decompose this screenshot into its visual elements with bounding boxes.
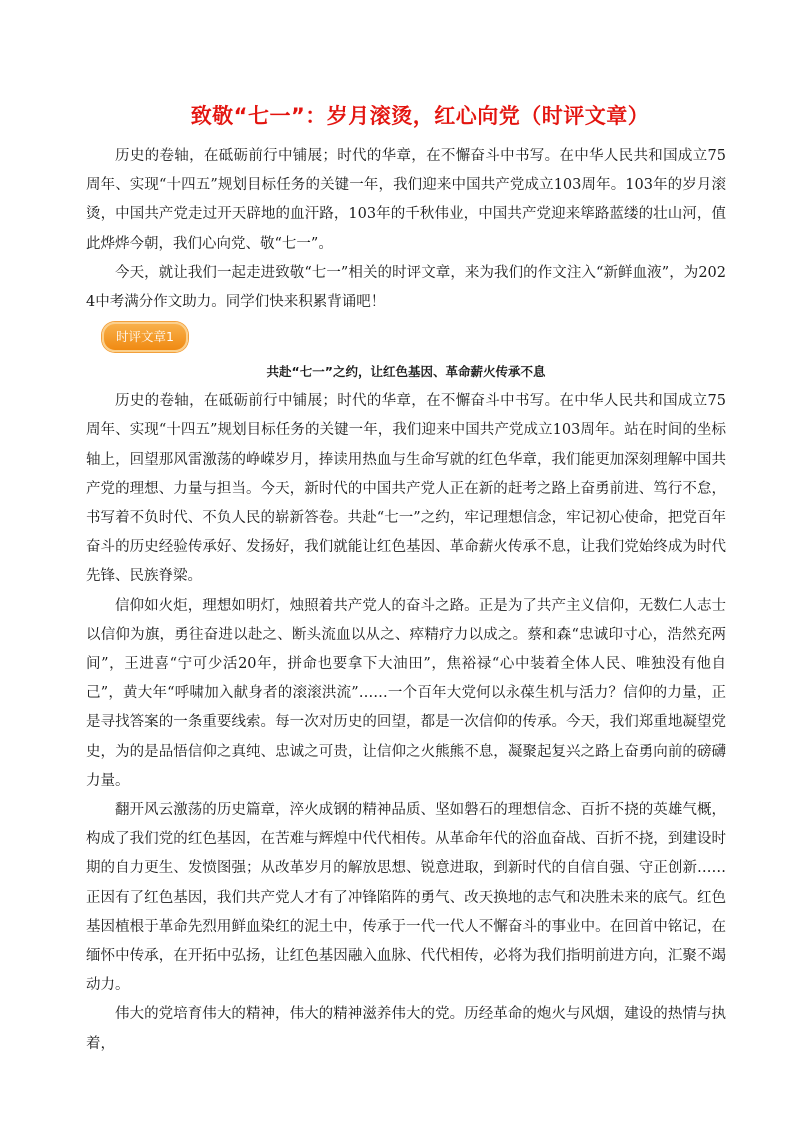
document-body	[86, 142, 726, 1059]
article-paragraph: 伟大的党培育伟大的精神，伟大的精神滋养伟大的党。历经革命的炮火与风烟，建设的热情与执着，	[86, 1006, 726, 1052]
intro-paragraph: 历史的卷轴，在砥砺前行中铺展；时代的华章，在不懈奋斗中书写。在中华人民共和国成立75周年、实现“十四五”规划目标任务的关键一年，我们迎来中国共产党成立103周年。103年的岁月滚烫，中国共产党走过开天辟地的血汗路，103年的千秋伟业，中国共产党迎来筚路蓝缕的壮山河，值此烨烨今朝，我们心向党、敬“七一”。	[86, 148, 726, 252]
article-paragraph: 翻开风云激荡的历史篇章，淬火成钢的精神品质、坚如磐石的理想信念、百折不挠的英雄气概，构成了我们党的红色基因，在苦难与辉煌中代代相传。从革命年代的浴血奋战、百折不挠，到建设时期的自力更生、发愤图强；从改革岁月的解放思想、锐意进取，到新时代的自信自强、守正创新……正因有了红色基因，我们共产党人才有了冲锋陷阵的勇气、改天换地的志气和决胜未来的底气。红色基因植根于革命先烈用鲜血染红的泥土中，传承于一代一代人不懈奋斗的事业中。在回首中铭记，在缅怀中传承，在开拓中弘扬，让红色基因融入血脉、代代相传，必将为我们指明前进方向，汇聚不竭动力。	[86, 802, 726, 994]
article-title: 共赴“七一”之约，让红色基因、革命薪火传承不息	[266, 364, 546, 380]
article-paragraph: 历史的卷轴，在砥砺前行中铺展；时代的华章，在不懈奋斗中书写。在中华人民共和国成立75周年、实现“十四五”规划目标任务的关键一年，我们迎来中国共产党成立103周年。站在时间的坐标轴上，回望那风雷激荡的峥嵘岁月，捧读用热血与生命写就的红色华章，我们能更加深刻理解中国共产党的理想、力量与担当。今天，新时代的中国共产党人正在新的赶考之路上奋勇前进、笃行不怠，书写着不负时代、不负人民的崭新答卷。共赴“七一”之约，牢记理想信念，牢记初心使命，把党百年奋斗的历史经验传承好、发扬好，我们就能让红色基因、革命薪火传承不息，让我们党始终成为时代先锋、民族脊梁。	[86, 393, 726, 585]
intro-paragraph: 今天，就让我们一起走进致敬“七一”相关的时评文章，来为我们的作文注入“新鲜血液”，为2024中考满分作文助力。同学们快来积累背诵吧！	[86, 264, 726, 311]
section-badge: 时评文章1	[102, 322, 188, 352]
document-title: 致敬“七一”：岁月滚烫，红心向党（时评文章）	[190, 104, 650, 128]
section-badge-container	[102, 322, 726, 352]
article-paragraph: 信仰如火炬，理想如明灯，烛照着共产党人的奋斗之路。正是为了共产主义信仰，无数仁人志士以信仰为旗，勇往奋进以赴之、断头流血以从之、瘁精疗力以成之。蔡和森“忠诚印寸心，浩然充两间”，王进喜“宁可少活20年，拼命也要拿下大油田”，焦裕禄“心中装着全体人民、唯独没有他自己”，黄大年“呼啸加入献身者的滚滚洪流”……一个百年大党何以永葆生机与活力？信仰的力量，正是寻找答案的一条重要线索。每一次对历史的回望，都是一次信仰的传承。今天，我们郑重地凝望党史，为的是品悟信仰之真纯、忠诚之可贵，让信仰之火熊熊不息，凝聚起复兴之路上奋勇向前的磅礴力量。	[86, 597, 726, 789]
